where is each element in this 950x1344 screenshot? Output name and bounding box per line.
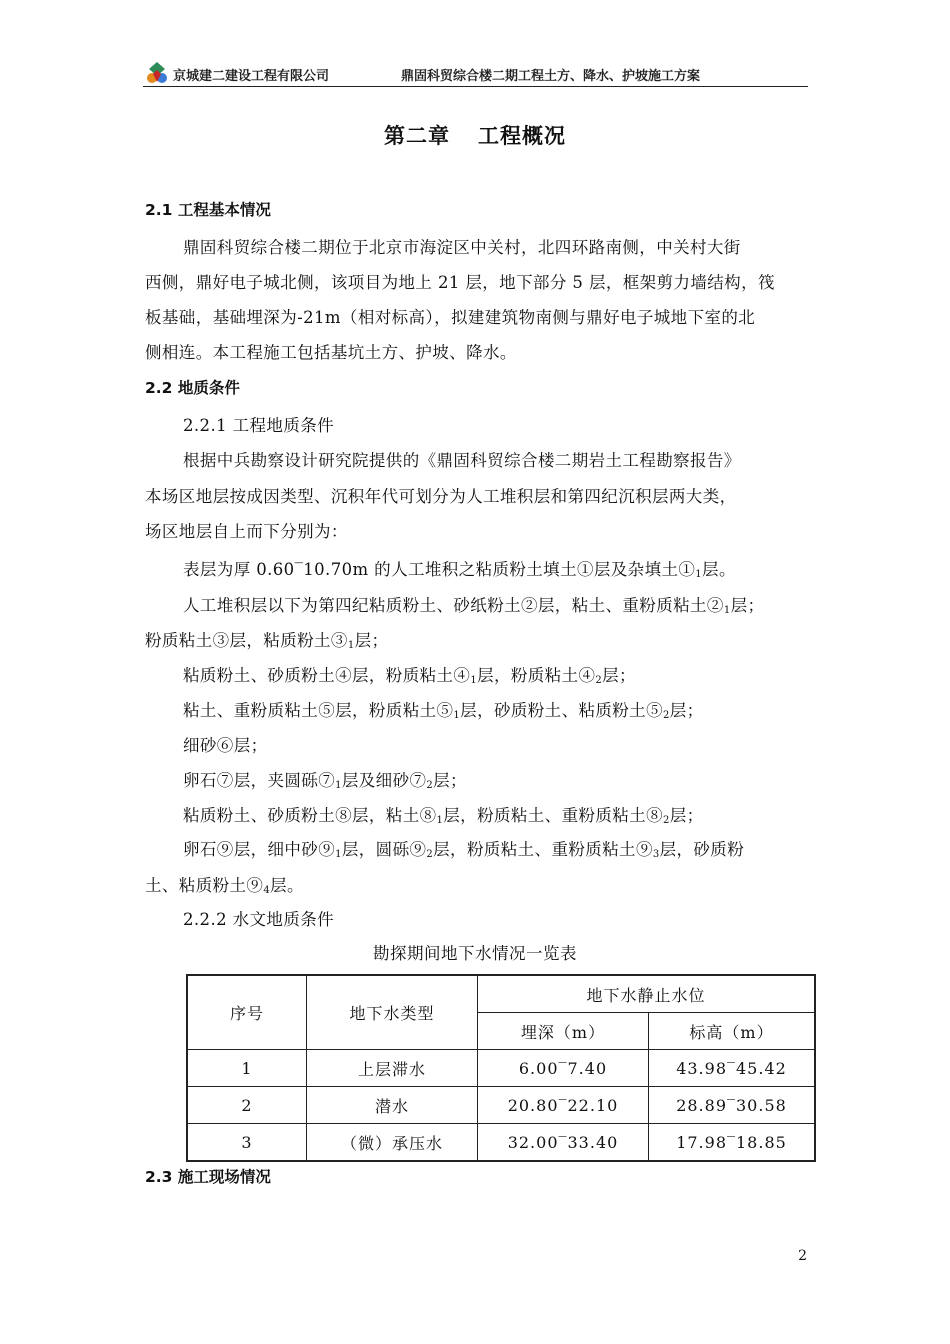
document-title: 鼎固科贸综合楼二期工程土方、降水、护坡施工方案 bbox=[401, 69, 701, 84]
cell-type: 上层滞水 bbox=[307, 1050, 478, 1087]
paragraph-line: 西侧，鼎好电子城北侧，该项目为地上 21 层，地下部分 5 层，框架剪力墙结构，筏 bbox=[145, 273, 775, 292]
paragraph-line: 鼎固科贸综合楼二期位于北京市海淀区中关村，北四环路南侧，中关村大街 bbox=[183, 238, 741, 257]
company-name: 京城建二建设工程有限公司 bbox=[173, 69, 330, 84]
paragraph-line: 侧相连。本工程施工包括基坑土方、护坡、降水。 bbox=[145, 343, 517, 362]
header-no: 序号 bbox=[187, 975, 307, 1050]
subsection-heading-2-2-2: 2.2.2 水文地质条件 bbox=[183, 910, 335, 929]
cell-no: 1 bbox=[187, 1050, 307, 1087]
cell-no: 2 bbox=[187, 1087, 307, 1124]
paragraph-line: 本场区地层按成因类型、沉积年代可划分为人工堆积层和第四纪沉积层两大类， bbox=[145, 487, 737, 506]
header-elevation: 标高（m） bbox=[649, 1013, 816, 1050]
chapter-title bbox=[0, 120, 950, 150]
paragraph-line: 场区地层自上而下分别为： bbox=[145, 522, 348, 541]
stratum-line: 卵石⑦层，夹圆砾$⑦_1$层及细砂$⑦_2$层； bbox=[183, 771, 467, 791]
cell-type: 潜水 bbox=[307, 1087, 478, 1124]
page-header bbox=[143, 60, 808, 87]
header-depth: 埋深（m） bbox=[478, 1013, 649, 1050]
stratum-line: 粘质粉土、砂质粉土④层，粉质粘土$④_1$层，粉质粘土$④_2$层； bbox=[183, 666, 636, 686]
company-logo-icon bbox=[143, 60, 171, 86]
section-heading-2-3: 2.3 施工现场情况 bbox=[145, 1168, 271, 1186]
cell-depth: 32.00‾33.40 bbox=[478, 1124, 649, 1162]
cell-no: 3 bbox=[187, 1124, 307, 1162]
section-heading-2-1: 2.1 工程基本情况 bbox=[145, 201, 271, 219]
paragraph-line: 根据中兵勘察设计研究院提供的《鼎固科贸综合楼二期岩土工程勘察报告》 bbox=[183, 451, 741, 470]
cell-elevation: 43.98‾45.42 bbox=[649, 1050, 816, 1087]
table-row bbox=[187, 1050, 815, 1087]
page-number: 2 bbox=[798, 1248, 807, 1264]
stratum-line: 粘土、重粉质粘土⑤层，粉质粘土$⑤_1$层，砂质粉土、粘质粉土$⑤_2$层； bbox=[183, 701, 704, 721]
table-caption: 勘探期间地下水情况一览表 bbox=[373, 944, 577, 963]
paragraph-line: 板基础，基础埋深为-21m（相对标高），拟建建筑物南侧与鼎好电子城地下室的北 bbox=[145, 308, 756, 327]
stratum-line: 粉质粘土③层，粘质粉土$③_1$层； bbox=[145, 631, 389, 651]
cell-depth: 20.80‾22.10 bbox=[478, 1087, 649, 1124]
table-row bbox=[187, 1124, 815, 1162]
chapter-name: 工程概况 bbox=[478, 124, 566, 148]
section-heading-2-2: 2.2 地质条件 bbox=[145, 379, 240, 397]
stratum-line: 卵石⑨层，细中砂$⑨_1$层，圆砾$⑨_2$层，粉质粘土、重粉质粘土$⑨_3$层，砂质粉 bbox=[183, 840, 745, 860]
cell-type: （微）承压水 bbox=[307, 1124, 478, 1162]
stratum-line: 表层为厚 0.60‾10.70m 的人工堆积之粘质粉土填土①层及杂填土$①_1$层。 bbox=[183, 560, 736, 580]
chapter-number: 第二章 bbox=[384, 124, 450, 148]
header-type: 地下水类型 bbox=[307, 975, 478, 1050]
cell-elevation: 17.98‾18.85 bbox=[649, 1124, 816, 1162]
stratum-line: 粘质粉土、砂质粉土⑧层，粘土$⑧_1$层，粉质粘土、重粉质粘土$⑧_2$层； bbox=[183, 806, 704, 826]
cell-depth: 6.00‾7.40 bbox=[478, 1050, 649, 1087]
groundwater-table bbox=[186, 974, 816, 1162]
stratum-line: 细砂⑥层； bbox=[183, 736, 268, 755]
header-static-level: 地下水静止水位 bbox=[478, 975, 816, 1013]
stratum-line: 人工堆积层以下为第四纪粘质粉土、砂纸粉土②层，粘土、重粉质粘土$②_1$层； bbox=[183, 596, 765, 616]
table-row bbox=[187, 1087, 815, 1124]
stratum-line: 土、粘质粉土$⑨_4$层。 bbox=[145, 876, 304, 896]
subsection-heading-2-2-1: 2.2.1 工程地质条件 bbox=[183, 416, 335, 435]
cell-elevation: 28.89‾30.58 bbox=[649, 1087, 816, 1124]
